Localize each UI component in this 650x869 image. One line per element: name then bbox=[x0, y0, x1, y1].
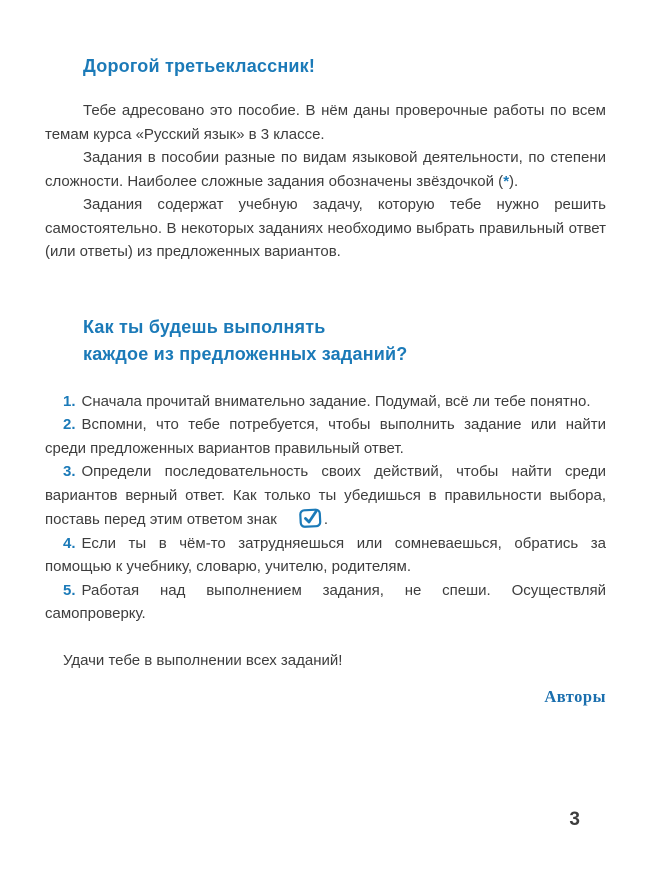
page-title: Дорогой третьеклассник! bbox=[83, 56, 316, 76]
intro-paragraph-3: Задания содержат учебную задачу, которую тебе нужно решить самостоятельно. В некоторых заданиях необходимо выбрать правильный ответ (или ответы) из предложенных вариантов. bbox=[45, 196, 606, 260]
step-text: Сначала прочитай внимательно задание. Подумай, всё ли тебе понятно. bbox=[81, 392, 591, 410]
paragraph-text: ). bbox=[509, 172, 519, 190]
section-title-line-1: Как ты будешь выполнять bbox=[83, 316, 326, 337]
asterisk-icon: * bbox=[503, 172, 510, 190]
step-item-2 bbox=[45, 413, 606, 460]
step-item-4 bbox=[45, 532, 606, 579]
step-number: 1. bbox=[63, 392, 76, 410]
step-text: Вспомни, что тебе потребуется, чтобы выполнить задание или найти среди предложенных вариантов правильный ответ. bbox=[45, 416, 606, 457]
section-title-line-2: каждое из предложенных заданий? bbox=[83, 343, 408, 364]
step-number: 5. bbox=[63, 581, 76, 599]
step-item-1 bbox=[45, 390, 606, 414]
intro-paragraph-1: Тебе адресовано это пособие. В нём даны проверочные работы по всем темам курса «Русский язык» в 3 классе. bbox=[45, 102, 606, 143]
check-icon bbox=[281, 507, 322, 528]
section-title bbox=[83, 314, 606, 368]
page-number: 3 bbox=[569, 809, 580, 830]
step-text: . bbox=[323, 511, 329, 528]
step-text: Определи последовательность своих действий, чтобы найти среди вариантов верный ответ. Как только ты убедишься в правильности выбора, поставь перед этим ответом знак bbox=[45, 463, 606, 528]
step-item-3 bbox=[45, 460, 606, 532]
step-text: Работая над выполнением задания, не спеши. Осуществляй самопроверку. bbox=[45, 581, 606, 622]
step-item-5 bbox=[45, 579, 606, 626]
intro-paragraph-2 bbox=[45, 146, 606, 193]
step-number: 4. bbox=[63, 534, 76, 552]
step-number: 2. bbox=[63, 416, 76, 433]
paragraph-text: Задания в пособии разные по видам языковой деятельности, по степени сложности. Наиболее сложные задания обозначены звёздочкой ( bbox=[45, 149, 606, 190]
closing-line: Удачи тебе в выполнении всех заданий! bbox=[63, 651, 343, 669]
step-text: Если ты в чём-то затрудняешься или сомневаешься, обратись за помощью к учебнику, словарю, учителю, родителям. bbox=[45, 534, 606, 575]
step-number: 3. bbox=[63, 463, 76, 480]
authors-signature: Авторы bbox=[544, 687, 606, 706]
